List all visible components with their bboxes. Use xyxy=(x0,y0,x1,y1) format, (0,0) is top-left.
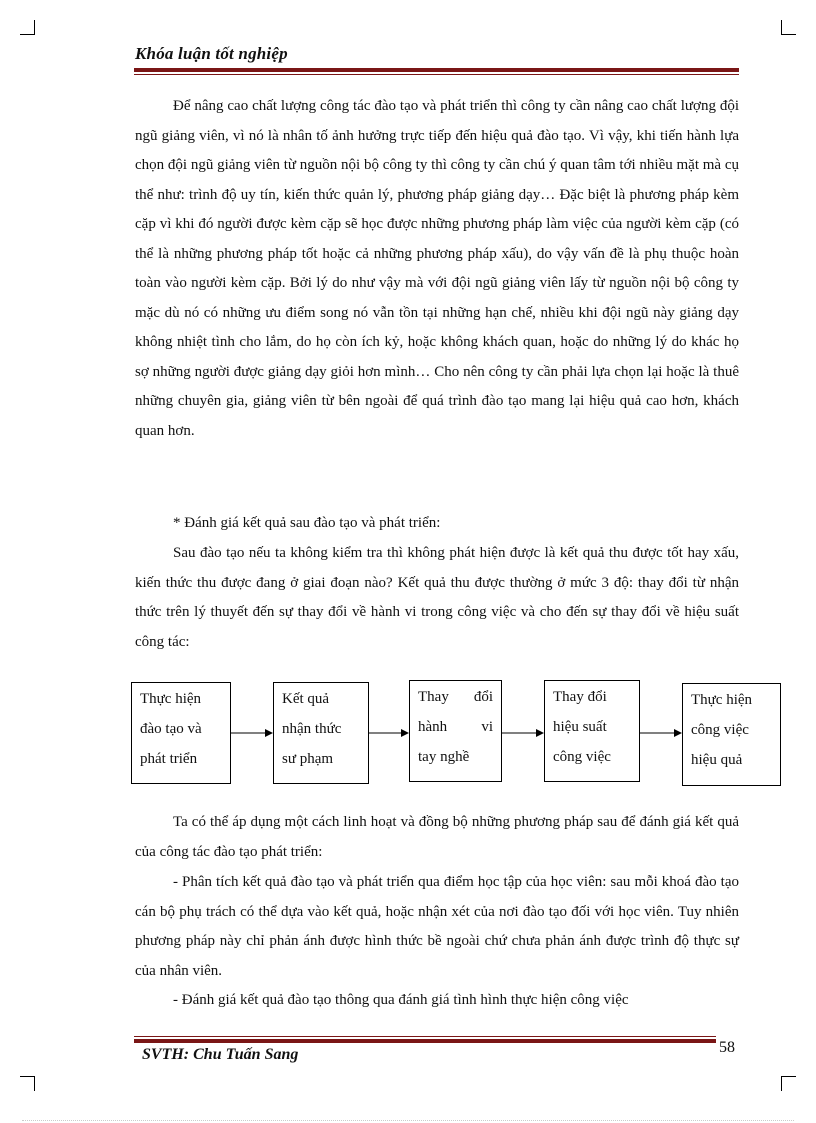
paragraph-evaluate-work: - Đánh giá kết quả đào tạo thông qua đánh giá tình hình thực hiện công việc xyxy=(173,992,629,1008)
section-heading-evaluation: * Đánh giá kết quả sau đào tạo và phát triển: xyxy=(173,515,441,531)
flow-box-line: sư phạm xyxy=(282,751,334,767)
crop-mark-bottom-left xyxy=(20,1076,35,1091)
flow-box-line: phát triển xyxy=(140,751,198,767)
flow-box-line: hiệu suất xyxy=(553,719,607,735)
crop-mark-bottom-right xyxy=(781,1076,796,1091)
flow-box-row xyxy=(418,682,493,712)
paragraph-apply-methods: Ta có thể áp dụng một cách linh hoạt và đồng bộ những phương pháp sau để đánh giá kết quả của công tác đào tạo phát triển: xyxy=(135,814,739,860)
flow-box-word: đổi xyxy=(473,689,493,705)
flow-box-line: đào tạo và xyxy=(140,721,202,737)
flow-box-effective-work xyxy=(682,683,781,786)
paragraph-lecturer-quality: Để nâng cao chất lượng công tác đào tạo và phát triển thì công ty cần nâng cao chất lượng đội ngũ giảng viên, vì nó là nhân tố ảnh hưởng trực tiếp đến hiệu quả đào tạo. Vì vậy, khi tiến hành lựa chọn đội ngũ giảng viên từ nguồn nội bộ công ty thì công ty cần chú ý quan tâm tới nhiều mặt mà cụ thể như: trình độ uy tín, kiến thức quản lý, phương pháp giảng dạy… Đặc biệt là phương pháp kèm cặp vì khi đó người được kèm cặp sẽ học được những phương pháp làm việc của người kèm cặp (có thể là những phương pháp tốt hoặc cả những phương pháp xấu), do vậy vấn đề là phụ thuộc hoàn toàn vào người kèm cặp. Bởi lý do như vậy mà với đội ngũ giảng viên lấy từ nguồn nội bộ công ty mặc dù nó có những ưu điểm song nó vẫn tồn tại những hạn chế, nhiều khi đội ngũ này giảng dạy không nhiệt tình cho lắm, do họ còn ích kỷ, hoặc không khách quan, hoặc do những lý do khác họ sợ những người được giảng dạy giỏi hơn mình… Cho nên công ty cần phải lựa chọn lại hoặc là thuê những chuyên gia, giảng viên từ bên ngoài để quá trình đào tạo mang lại hiệu quả cao hơn, khách quan hơn. xyxy=(135,98,739,439)
footer-author: SVTH: Chu Tuấn Sang xyxy=(142,1046,299,1063)
flow-box-row xyxy=(418,712,493,742)
flow-box-line: công việc xyxy=(553,749,611,765)
paragraph-post-training-check: Sau đào tạo nếu ta không kiểm tra thì không phát hiện được là kết quả thu được tốt hay xấu, kiến thức thu được đang ở giai đoạn nào? Kết quả thu được thường ở mức 3 độ: thay đổi từ nhận thức trên lý thuyết đến sự thay đổi về hành vi trong công việc và cho đến sự thay đổi về hiệu suất công tác: xyxy=(135,545,739,650)
flow-box-line: tay nghề xyxy=(418,749,470,765)
flow-box-line: hiệu quả xyxy=(691,752,743,768)
flow-box-word: vi xyxy=(481,719,493,735)
flow-box-change-skill-behavior xyxy=(409,680,502,782)
page-number: 58 xyxy=(719,1039,735,1056)
footer-rule-thin xyxy=(134,1036,716,1037)
flow-box-pedagogical-result xyxy=(273,682,369,784)
flow-box-line: nhận thức xyxy=(282,721,342,737)
flow-box-word: hành xyxy=(418,719,448,735)
crop-mark-top-right xyxy=(781,20,796,35)
footer-rule-thick xyxy=(134,1039,716,1043)
flow-box-change-performance xyxy=(544,680,640,782)
flow-box-line: Thực hiện xyxy=(691,692,753,708)
flow-box-line: Thực hiện xyxy=(140,691,202,707)
flow-box-word: Thay xyxy=(418,689,449,705)
crop-mark-top-left xyxy=(20,20,35,35)
paragraph-analyze-scores: - Phân tích kết quả đào tạo và phát triển qua điểm học tập của học viên: sau mỗi khoá đào tạo cán bộ phụ trách có thể dựa vào kết quả, hoặc nhận xét của nơi đào tạo đối với học viên. Tuy nhiên phương pháp này chỉ phản ánh được hình thức bề ngoài chứ chưa phản ánh được trình độ thực sự của nhân viên. xyxy=(135,874,739,979)
flow-box-implement-training xyxy=(131,682,231,784)
page-edge-dotted xyxy=(22,1120,794,1121)
flow-box-line: Thay đổi xyxy=(553,689,607,705)
flow-box-line: công việc xyxy=(691,722,749,738)
header-title: Khóa luận tốt nghiệp xyxy=(135,44,288,63)
flow-box-line: Kết quả xyxy=(282,691,330,707)
header-rule-thin xyxy=(134,74,739,75)
header-rule-thick xyxy=(134,68,739,72)
